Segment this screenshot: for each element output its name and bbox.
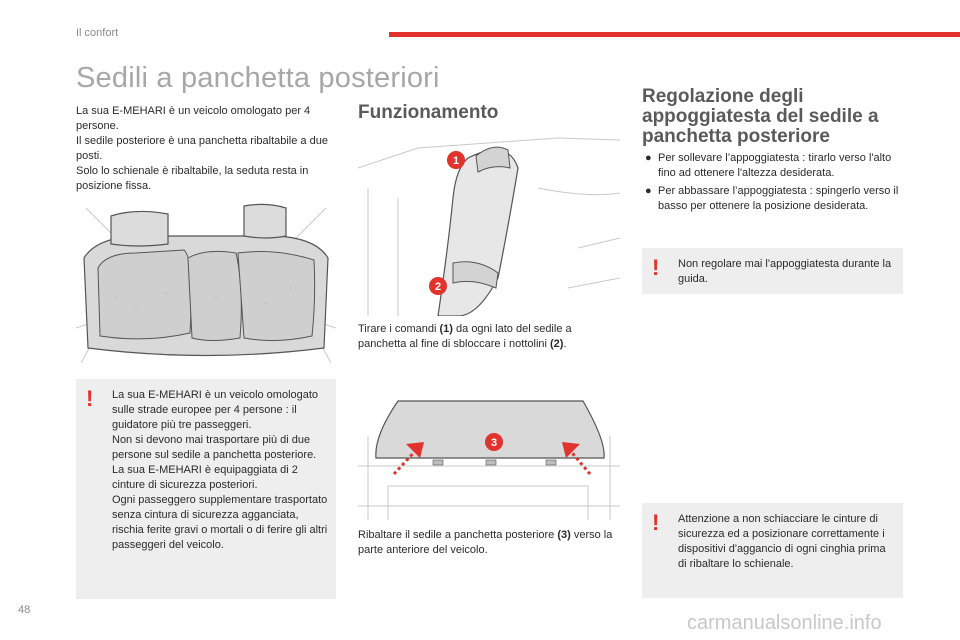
headrest-heading <box>642 87 912 147</box>
intro-line: Solo lo schienale è ribaltabile, la seduta resta in posizione fissa. <box>76 165 309 192</box>
fold-seat-drawing <box>358 396 620 520</box>
ref-2: (2) <box>550 338 564 350</box>
fold-caption <box>358 528 620 558</box>
callout-1-badge <box>447 151 465 169</box>
callout-3-badge <box>485 433 503 451</box>
heading-line: Regolazione degli <box>642 86 804 107</box>
warning-text: Attenzione a non schiacciare le cinture di sicurezza ed a posizionare correttamente i dispositivi d'aggancio di ogni cinghia prima di ribaltare lo schienale. <box>678 513 886 570</box>
ref-3: (3) <box>557 529 571 541</box>
caption-text: Ribaltare il sedile a panchetta posteriore <box>358 529 558 541</box>
heading-line: panchetta posteriore <box>642 126 830 147</box>
page-number: 48 <box>18 604 31 616</box>
release-lever-drawing <box>358 128 620 316</box>
caption-text: Tirare i comandi <box>358 323 440 335</box>
bullet-text: Per sollevare l’appoggiatesta : tirarlo verso l'alto fino ad ottenere l'altezza desiderata. <box>658 152 892 179</box>
callout-2-badge <box>429 277 447 295</box>
bullet-text: Per abbassare l’appoggiatesta : spingerlo verso il basso per ottenere la posizione desiderata. <box>658 185 899 212</box>
exclamation-icon: ! <box>86 386 94 411</box>
caption-text: verso la parte anteriore del veicolo. <box>358 529 613 556</box>
headrest-instructions <box>642 151 904 217</box>
list-item <box>642 184 904 214</box>
header-accent-rule <box>389 32 960 37</box>
operation-heading: Funzionamento <box>358 102 499 123</box>
heading-line: appoggiatesta del sedile a <box>642 106 879 127</box>
callout-3-label: 3 <box>490 437 498 449</box>
bullet-dot: ● <box>645 185 652 197</box>
bullet-dot: ● <box>645 152 652 164</box>
callout-2-label: 2 <box>434 281 442 293</box>
watermark: carmanualsonline.info <box>687 612 882 634</box>
warning-line: Ogni passeggero supplementare trasportato senza cintura di sicurezza agganciata, rischia ferite gravi o mortali o di ferire gli altri passeggeri del veicolo. <box>112 494 328 551</box>
warning-text <box>112 388 328 553</box>
exclamation-icon: ! <box>652 510 660 535</box>
ref-1: (1) <box>439 323 453 335</box>
driving-warning-box <box>642 248 903 294</box>
release-lever-illustration <box>358 128 620 316</box>
caption-text: . <box>563 338 567 350</box>
intro-line: Il sedile posteriore è una panchetta ribaltabile a due posti. <box>76 135 328 162</box>
belt-warning-box <box>642 503 903 598</box>
warning-line: La sua E-MEHARI è equipaggiata di 2 cinture di sicurezza posteriori. <box>112 464 298 491</box>
occupancy-warning-box <box>76 379 336 599</box>
callout-1-label: 1 <box>452 155 460 167</box>
lever-caption <box>358 322 620 352</box>
warning-text: Non regolare mai l'appoggiatesta durante la guida. <box>678 258 892 285</box>
page-title: Sedili a panchetta posteriori <box>76 62 440 94</box>
warning-line: La sua E-MEHARI è un veicolo omologato sulle strade europee per 4 persone : il guidatore più tre passeggeri. <box>112 389 319 431</box>
rear-bench-drawing <box>76 198 336 373</box>
list-item <box>642 151 904 181</box>
section-label: Il confort <box>76 27 119 39</box>
exclamation-icon: ! <box>652 255 660 280</box>
caption-text: da ogni lato del sedile a panchetta al fine di sbloccare i nottolini <box>358 323 572 350</box>
fold-seat-illustration <box>358 396 620 520</box>
intro-line: La sua E-MEHARI è un veicolo omologato per 4 persone. <box>76 105 311 132</box>
warning-line: Non si devono mai trasportare più di due persone sul sedile a panchetta posteriore. <box>112 434 317 461</box>
rear-bench-illustration <box>76 198 336 373</box>
intro-text <box>76 104 338 194</box>
